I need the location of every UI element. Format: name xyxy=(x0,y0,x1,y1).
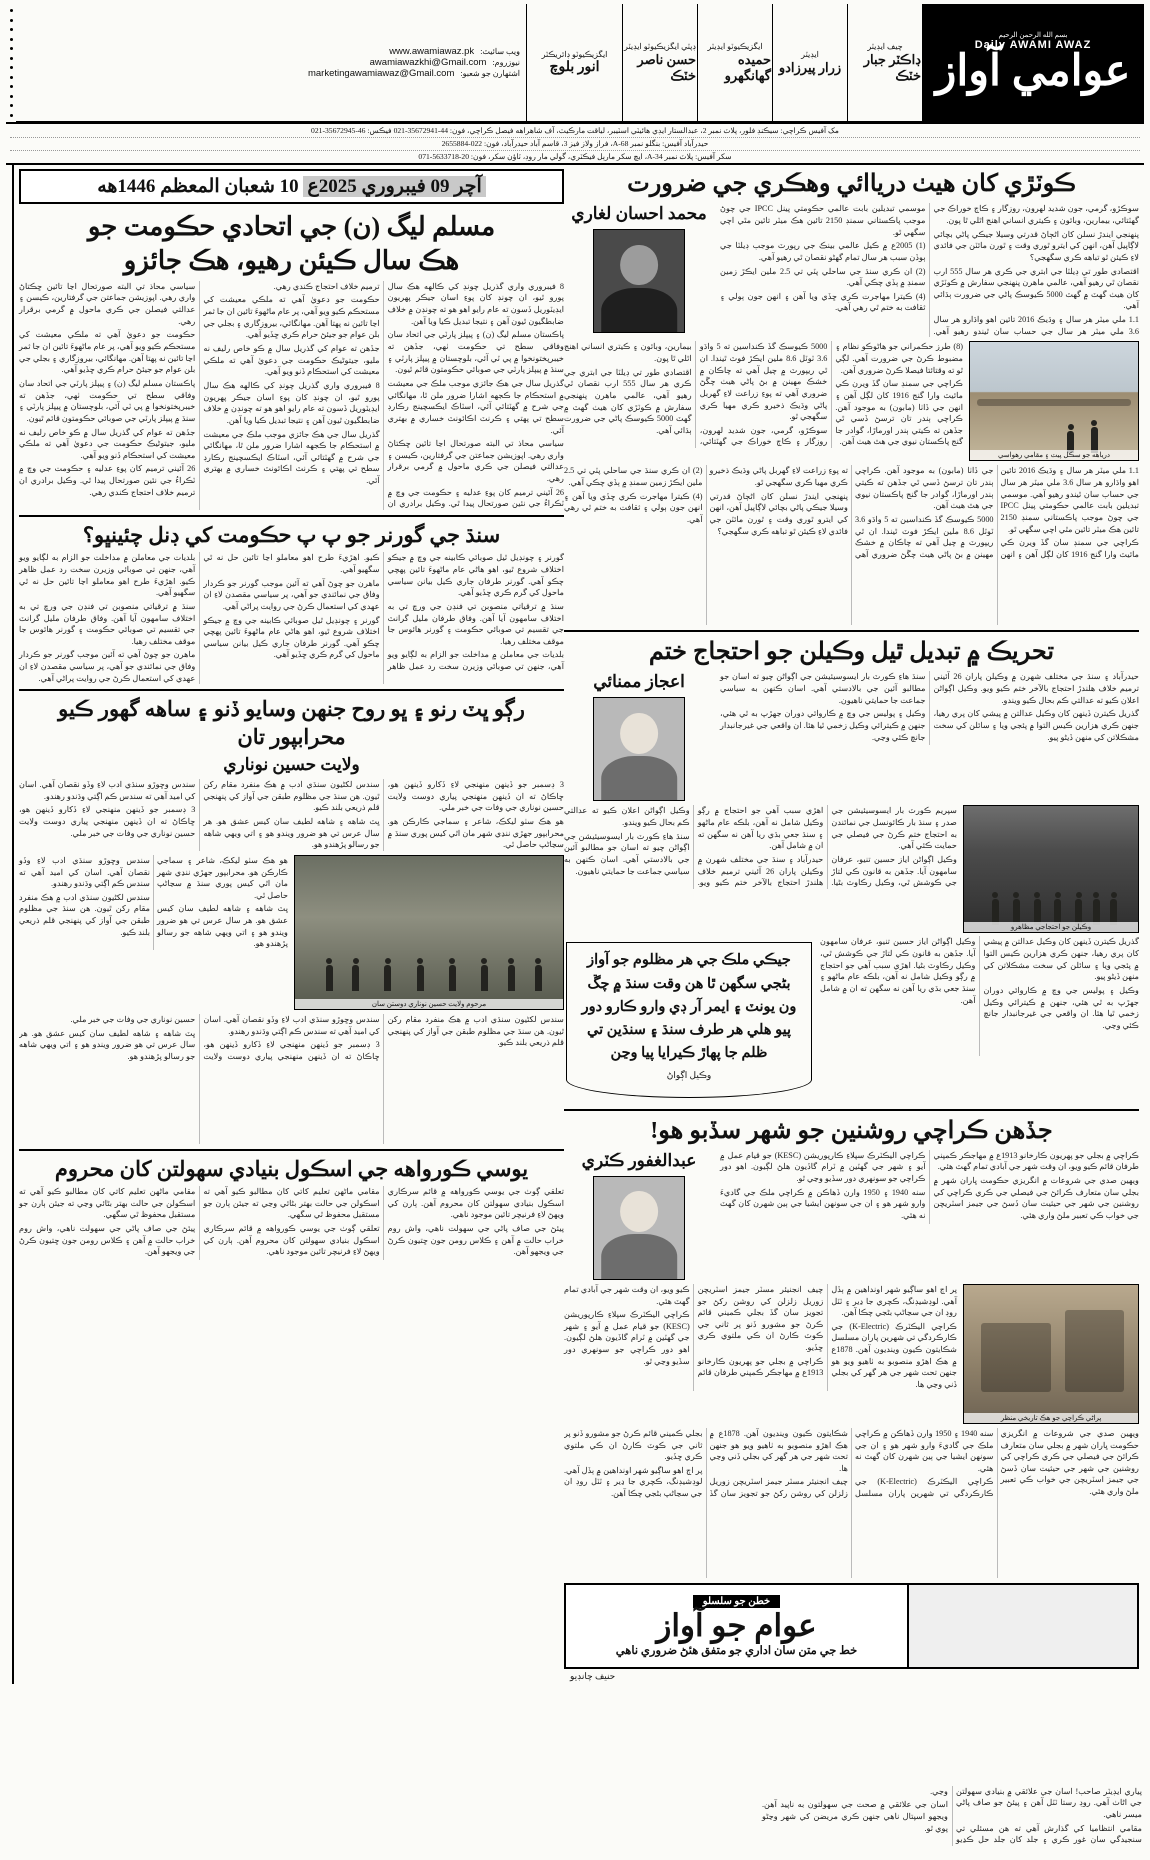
paragraph: سنه 1940 ۽ 1950 وارن ڏهاڪن ۾ ڪراچي ملڪ جي گاديءَ وارو شهر هو ۽ ان جي سونهن ايشيا جي ٻين شهرن کان گهٽ نه هئي. xyxy=(855,1428,994,1473)
article-korwah-schools xyxy=(19,1156,564,1260)
paragraph: ڀٽ شاهه ۽ شاهه لطيف سان کيس عشق هو. هر سال عرس تي هو ضرور ويندو هو ۽ اتي ويهي شاهه جو رسالو پڙهندو هو. xyxy=(157,904,288,949)
office-hyderabad: حيدرآباد آفيس: بنگلو نمبر A-68، فراز ولاز فيز 3، قاسم آباد حيدرآباد، فون: 022-2655884 xyxy=(10,138,1140,151)
staff-role-label: ڊپٽي ايگزيڪيوٽو ايڊيٽر xyxy=(624,41,696,51)
staff-name: زرار پيرزادو xyxy=(778,59,842,75)
page-credit: حنيف چانڊيو xyxy=(570,1670,616,1681)
photo-caption: درياهه جو سڪل پيٽ ۽ مقامي رهواسي xyxy=(970,450,1138,460)
paragraph: هو هڪ سٺو ليکڪ، شاعر ۽ سماجي ڪارڪن هو. محرابپور جهڙي ننڍي شهر مان اٿي کيس پوري سنڌ ۾ سڃاڻپ حاصل ٿي. xyxy=(157,855,288,900)
paragraph: سياسي محاذ تي البته صورتحال اڃا تائين ڇڪتاڻ واري رهي. اپوزيشن جماعتن جي گرفتارين، ڪيسن ۽ عدالتي فيصلن جي ڪري ماحول ۾ گرمي برقرار رهي. xyxy=(387,439,564,484)
staff-table xyxy=(622,4,922,122)
paragraph: ڀٽ شاهه ۽ شاهه لطيف سان کيس عشق هو. هر سال عرس تي هو ضرور ويندو هو ۽ اتي ويهي شاهه جو رسالو پڙهندو هو. xyxy=(203,816,380,850)
paragraph: حيدرآباد ۽ سنڌ جي مختلف شهرن ۾ وڪيلن پاران 26 آئيني ترميم خلاف هلندڙ احتجاج بالآخر ختم ڪيو ويو. وڪيل اڳواڻن اعلان ڪيو ته عدالتي ڪم بحال ڪيو ويندو. xyxy=(933,672,1139,705)
staff-name: انور بلوچ xyxy=(549,59,600,75)
paragraph: پيئڻ جي صاف پاڻي جي سهولت ناهي، واش روم خراب حالت ۾ آهن ۽ ڪلاس رومن جون ڇتيون ڪرڻ جي ويجهو آهن. xyxy=(387,1224,564,1257)
paragraph: سوڪڙو، گرمي، جون شديد لهرون، روزگار ۽ ڪاڄ خوراڪ جي گهٽتائي، بيمارين، وبائون ۽ ڪيتري انساني اهنج اٿلي ٿا پون. xyxy=(564,342,828,447)
lead-story xyxy=(19,210,564,510)
article-headline: ڪوٽڙي کان هيٺ درياائي وهڪري جي ضرورت xyxy=(627,171,1076,198)
paragraph: 3 ڊسمبر جو ڏينهن منهنجي لاءِ ڏکارو ڏينهن هو، ڇاڪاڻ ته ان ڏينهن منهنجي پياري دوست ولايت حسين نوناري جي وفات جي خبر ملي. xyxy=(70,1014,380,1061)
paragraph: هو هڪ سٺو ليکڪ، شاعر ۽ سماجي ڪارڪن هو. محرابپور جهڙي ننڍي شهر مان اٿي کيس پوري سنڌ ۾ سڃاڻپ حاصل ٿي. xyxy=(387,816,564,850)
paragraph: پر اڄ اهو ساڳيو شهر اونداهين ۾ ٻڏل آهي. لوڊشيڊنگ، ڪچري جا ڍير ۽ ٽٽل روڊ ان جي سڃاڻپ بڻجي چڪا آهن. xyxy=(831,1284,957,1318)
article-headline-line2: ولايت حسين نوناري xyxy=(223,754,360,774)
staff-deputy-executive-editor xyxy=(622,4,697,122)
paragraph: سندس وڇوڙو سنڌي ادب لاءِ وڏو نقصان آهي. اسان کي اميد آهي ته سندس ڪم اڳتي وڌندو رهندو. xyxy=(203,1014,380,1036)
paragraph: وڪيل ۽ پوليس جي وچ ۾ ڪاروائي دوران جهڙپ به ٿي هئي، جنهن ۾ ڪيترائي وڪيل زخمي ٿيا هئا. ان واقعي جي غيرجانبدار جانچ ڪئي وڃي. xyxy=(720,709,926,742)
dot-separator xyxy=(6,4,16,122)
office-addresses xyxy=(6,124,1144,165)
contact-block xyxy=(16,4,526,122)
paragraph: پر اڄ اهو ساڳيو شهر اونداهين ۾ ٻڏل آهي. لوڊشيڊنگ، ڪچري جا ڍير ۽ ٽٽل روڊ ان جي سڃاڻپ بڻجي چڪا آهن. xyxy=(564,1465,703,1499)
article-lawyers-protest xyxy=(564,637,1139,1103)
date-hijri: 10 شعبان المعظم 1446هه xyxy=(97,176,299,198)
paragraph: سندس وڇوڙو سنڌي ادب لاءِ وڏو نقصان آهي. اسان کي اميد آهي ته سندس ڪم اڳتي وڌندو رهندو. xyxy=(19,780,196,801)
paragraph: سندس وڇوڙو سنڌي ادب لاءِ وڏو نقصان آهي. اسان کي اميد آهي ته سندس ڪم اڳتي وڌندو رهندو. xyxy=(19,855,150,889)
section-divider xyxy=(19,1149,564,1151)
paragraph: سنڌ هاءِ ڪورٽ بار ايسوسيئيشن جي اڳواڻن چيو ته اسان جو مطالبو آئين جي بالادستي آهي. اسان ڪنهن به سياسي جماعت جا حمايتي ناهيون. xyxy=(720,672,926,705)
article-body-continued xyxy=(564,1284,957,1391)
contact-value[interactable]: www.awamiawaz.pk xyxy=(389,46,475,57)
paragraph: سياسي محاذ تي البته صورتحال اڃا تائين ڇڪتاڻ واري رهي. اپوزيشن جماعتن جي گرفتارين، ڪيسن ۽ عدالتي فيصلن جي ڪري ماحول ۾ گرمي برقرار رهي. xyxy=(19,281,196,326)
article-headline: جڏهن ڪراچي روشنين جو شهر سڏبو هو! xyxy=(650,1117,1053,1144)
staff-name: ڊاڪٽر جبار خٽڪ xyxy=(863,51,921,83)
staff-row-top xyxy=(622,4,922,122)
paragraph: مقامي انتظاميا کي گذارش آهي ته هن مسئلي تي سنجيدگي سان غور ڪري ۽ جلد کان جلد حل ڪڍيو وڃي. xyxy=(930,1786,1142,1845)
paragraph: اسان جي علائقي ۾ صحت جي سهولتون به ناپيد آهن. ويجهو اسپتال ناهي جنهن ڪري مريضن کي شهر وڃڻو پوي ٿو. xyxy=(762,1800,948,1833)
staff-role-label: ايگزيڪيوٽو ڊائريڪٽر xyxy=(541,49,608,59)
lead-body xyxy=(19,281,564,510)
paragraph: سندس لکڻيون سنڌي ادب ۾ هڪ منفرد مقام رکن ٿيون. هن سنڌ جي مظلوم طبقن جي آواز کي پنهنجي قلم ذريعي بلند ڪيو. xyxy=(387,1014,564,1048)
masthead-sindhi-title: عوامي آواز xyxy=(935,48,1131,96)
article-headline: تحريڪ ۾ تبديل ٿيل وڪيلن جو احتجاج ختم xyxy=(648,639,1055,666)
paragraph: گورنر ۽ چونڊيل ٿيل صوبائي ڪابينه جي وچ ۾ جيڪو اختلاف شروع ٿيو، اهو هاڻي عام ماڻهوءَ تائين پهچي چڪو آهي. گورنر طرفان جاري ڪيل بيانن سياسي ماحول کي گرم ڪري ڇڏيو آهي. xyxy=(387,553,564,598)
paragraph: ماهرن جو چوڻ آهي ته آئين موجب گورنر جو ڪردار وفاق جي نمائندي جو آهي، پر سياسي مقصدن لاءِ ان عهدي کي استعمال ڪرڻ جي روايت پراڻي آهي. xyxy=(19,650,196,683)
article-body-tail xyxy=(820,936,1139,1056)
article-wilayat-hussain xyxy=(19,696,564,1144)
article-photo-protest xyxy=(963,805,1139,933)
contact-marketing xyxy=(22,68,520,79)
contact-label: اشتهارن جو شعبو: xyxy=(460,69,520,78)
article-sindh-governor xyxy=(19,522,564,684)
office-karachi: مک آفيس ڪراچي: سيڪنڊ فلور، پلاٽ نمبر 2، عبدالستار ايڊي هائيٽي اسٽيبر، لياقت مارڪيٽ، آف شاهراهه فيصل ڪراچي، فون: 44-35672941-021 فيڪس: 46-35672945-021 xyxy=(10,125,1140,138)
date-bar xyxy=(19,169,564,204)
paragraph: پنهنجي ايندڙ نسلن کان اڻڄاڻ قدرتي وسيلا جيڪي پاڻي بچائي لاڳاپيل آهن، انهن کي ايترو ٿوري وقت ۽ ٿورن مائٽن جي فائدي لاءِ ڪيئن ٿو تباهه ڪري سگهجي؟ xyxy=(709,491,848,536)
paragraph: سنڌ ۾ ترقياتي منصوبن تي فنڊن جي ورڇ تي به اختلاف سامهون آيا آهن. وفاق طرفان مليل گرانٽ جي تقسيم تي صوبائي حڪومت ۽ گورنر هائوس جا موقف مختلف رهيا. xyxy=(19,601,196,646)
editorial-letters-banner xyxy=(564,1583,1139,1669)
paragraph: 8 فيبروري واري گذريل چونڊ کي ڪالهه هڪ سال پورو ٿيو، ان چونڊ کان پوءِ اسان جيڪر پهريون ايڊيٽوريل ڏسون ته عام رايو اهو هو ته چونڊن ۾ خلاف ضابطگيون ٿيون آهن ۽ نتيجا تبديل ڪيا ويا آهن. xyxy=(203,380,380,425)
paragraph: حڪومت جو دعويٰ آهي ته ملڪي معيشت کي مستحڪم ڪيو ويو آهي، پر عام ماڻهوءَ تائين ان جا ثمر اڃا تائين نه پهتا آهن. مهانگائي، بيروزگاري ۽ بجلي جي بلن عوام جو جيئڻ حرام ڪري ڇڏيو آهي. xyxy=(19,330,196,375)
paragraph: جڏهن ته عوام کي گذريل سال ۾ ڪو خاص رليف نه مليو، جيتوڻيڪ حڪومت جي دعويٰ آهي ته ملڪي معيشت کي استحڪام ڏنو ويو آهي. xyxy=(203,344,380,377)
contact-value[interactable]: awamiawazkhi@Gmail.com xyxy=(369,57,487,68)
contact-website xyxy=(22,46,520,57)
article-body-tail xyxy=(19,1014,564,1144)
bismillah-text: بسم الله الرحمن الرحيم xyxy=(998,31,1068,40)
paragraph: اقتصادي طور تي ڊيلٽا جي ابتري جي ڪري هر سال 555 ارب نقصان ٿي رهيو آهي، عالمي ماهرن پنهنجي سفارش ۾ ڪوٽڙي کان هيٺ گهٽ ۾ گهٽ 5000 ڪيوسڪ پاڻي جي ضرورت ٻڌائي آهي. xyxy=(564,367,692,435)
paragraph: ويهين صدي جي شروعات ۾ انگريزي حڪومت ڀاران شهر ۾ بجلي سان متعارف ڪرائڻ جي فيصلي جي ڪري ڪراچي کي روشنين جي شهر جي حيثيت سان ڏسڻ جي جيمز اسٽريچن جي خواب ڪي تعبير ملڻ واري هئي. xyxy=(1000,1428,1139,1497)
paragraph: حڪومت جو دعويٰ آهي ته ملڪي معيشت کي مستحڪم ڪيو ويو آهي، پر عام ماڻهوءَ تائين ان جا ثمر اڃا تائين نه پهتا آهن. مهانگائي، بيروزگاري ۽ بجلي جي بلن عوام جو جيئڻ حرام ڪري ڇڏيو آهي. xyxy=(203,295,380,340)
paragraph: 26 آئيني ترميم کان پوءِ عدليه ۽ حڪومت جي وچ ۾ ٽڪراءُ جي نئين صورتحال پيدا ٿي. وڪيل برادري ان ترميم خلاف احتجاج ڪندي رهي. xyxy=(273,281,564,509)
contact-label: نيوزروم: xyxy=(492,58,520,67)
article-karachi-lights xyxy=(564,1116,1139,1578)
lead-headline-line1: مسلم ليگ (ن) جي اتحادي حڪومت جو xyxy=(87,212,496,242)
staff-executive-editor xyxy=(697,4,772,122)
paragraph: (2) ان ڪري سنڌ جي ساحلي پٽي تي 2.5 ملين ايڪڙ زمين سمنڊ ۾ ٻڏي چڪي آهي. xyxy=(564,466,703,487)
paragraph: پياري ايڊيٽر صاحب! اسان جي علائقي ۾ بنيادي سهولتن جي اڻاٺ آهي. روڊ رستا ٽٽل آهن ۽ پيئڻ جو صاف پاڻي ميسر ناهي. xyxy=(956,1786,1142,1820)
paragraph: پاڪستان مسلم ليگ (ن) ۽ پيپلز پارٽي جي اتحاد سان وفاقي سطح تي حڪومت ٺهي، جڏهن ته خيبرپختونخوا ۾ پي ٽي آئي، بلوچستان ۾ پيپلز پارٽي ۽ سنڌ ۾ پيپلز پارٽي جي صوبائي حڪومتون قائم ٿيون. xyxy=(387,330,564,375)
section-divider xyxy=(19,515,564,517)
paragraph: وڪيل اڳواڻن اياز حسين تنيو، عرفان سامهون آيا. جڏهن به قانون ڪي لتاڙ جي ڪوشش ٿي، وڪيل رڪاوٽ بڻيا. اهڙي سبب آهي جو احتجاج ۾ رڳو وڪيل شامل نه آهن، بلڪه عام ماڻهو ۽ سنڌ جعي بڌي ريا آهن نه سگهن ته ان ۾ شامل آهن. xyxy=(697,806,957,888)
photo-caption: وڪيلن جو احتجاجي مظاهرو xyxy=(964,922,1138,932)
editorial-subtitle: خط جي متن سان اداري جو متفق هئڻ ضروري ناهي xyxy=(615,1644,858,1657)
left-column xyxy=(564,165,1144,1684)
paragraph: (1) 2005ع ۾ ڪيل عالمي بينڪ جي رپورٽ موجب ڊيلٽا جي ٻوڏن سبب هر سال تمام گهڻو نقصان ٿي رهيو آهي. xyxy=(720,241,926,262)
editorial-letters-text xyxy=(762,1786,1142,1846)
contact-value[interactable]: marketingawamiawaz@Gmail.com xyxy=(307,68,455,79)
paragraph: وڪيل اڳواڻن اياز حسين تنيو، عرفان سامهون آيا. جڏهن به قانون ڪي لتاڙ جي ڪوشش ٿي، وڪيل رڪاوٽ بڻيا. اهڙي سبب آهي جو احتجاج ۾ رڳو وڪيل شامل نه آهن، بلڪه عام ماڻهو ۽ سنڌ جعي بڌي ريا آهن نه سگهن ته ان ۾ شامل آهن. xyxy=(820,937,976,1005)
masthead-latin-title: Daily AWAMI AWAZ xyxy=(974,39,1092,52)
right-column xyxy=(12,165,564,1684)
paragraph: اقتصادي طور تي ڊيلٽا جي ابتري جي ڪري هر سال 555 ارب نقصان ٿي رهيو آهي، عالمي ماهرن پنهنجي سفارش ۾ ڪوٽڙي کان هيٺ گهٽ ۾ گهٽ 5000 ڪيوسڪ پاڻي جي ضرورت ٻڌائي آهي. xyxy=(933,266,1140,311)
contact-newsroom xyxy=(22,57,520,68)
article-body xyxy=(19,552,564,684)
article-photo-gathering xyxy=(294,855,564,1010)
paragraph: چيف انجنيئر مسٽر جيمز اسٽريچن زوريل زلزلن کي روشن رکڻ جو تجويز سان گڏ بجلي ڪميني قائم ڪرڻ جو مشورو ڏنو پر ثاني جي ڪوٽ ڪارڻ ان ڪي ملتوي ڪري ڇڏيو. xyxy=(697,1284,824,1353)
paragraph: مقامي ماڻهن تعليم کاتي کان مطالبو ڪيو آهي ته اسڪولن جي حالت بهتر بڻائي وڃي ته جيئن ٻارن جو مستقبل محفوظ ٿي سگهي. xyxy=(19,1187,196,1220)
paragraph: ڪراچي اليڪٽرڪ سپلاءِ ڪارپوريشن (KESC) جو قيام عمل ۾ آيو ۽ شهر جي گهٽين ۾ ٽرام گاڏيون هلڻ لڳيون. اهو دور ڪراچي جو سونهري دور سڏيو وڃي ٿو. xyxy=(720,1150,926,1184)
pull-quote-source: وڪيل اڳواڻ xyxy=(666,1070,712,1081)
article-author: محمد احسان لغاري xyxy=(571,204,707,224)
article-author: عبدالغفور ڪٽري xyxy=(581,1150,697,1170)
paragraph: ڪراچي ۾ بجلي جو پهريون ڪارخانو 1913ع ۾ مهاجڪر ڪمپني طرفان قائم ڪيو ويو، ان وقت شهر جي آبادي تمام گهٽ هئي. xyxy=(564,1284,824,1378)
article-kotri-water xyxy=(564,169,1139,625)
article-author: اعجاز ممنائي xyxy=(593,672,685,692)
paragraph: سوڪڙو، گرمي، جون شديد لهرون، روزگار ۽ ڪاڄ خوراڪ جي گهٽتائي، بيمارين، وبائون ۽ ڪيتري انساني اهنج اٿلي ٿا پون. xyxy=(933,204,1139,225)
masthead-strip xyxy=(6,4,1144,124)
author-portrait xyxy=(593,229,685,333)
paragraph: پيئڻ جي صاف پاڻي جي سهولت ناهي، واش روم خراب حالت ۾ آهن ۽ ڪلاس رومن جون ڇتيون ڪرڻ جي ويجهو آهن. xyxy=(19,1224,196,1257)
paragraph: سندس لکڻيون سنڌي ادب ۾ هڪ منفرد مقام رکن ٿيون. هن سنڌ جي مظلوم طبقن جي آواز کي پنهنجي قلم ذريعي بلند ڪيو. xyxy=(19,892,150,937)
pull-quote-text: جيڪي ملڪ جي هر مظلوم جو آواز بڻجي سگهن ٿا هن وقت سنڌ ۾ چڱ ون يونٽ ۽ ايمر آر ڊي وارو ڪارو دور پيو هلي هر طرف سنڌ ۽ سنڌين تي ظلم جا پهاڙ ڪيرايا پيا وڃن xyxy=(581,952,797,1062)
article-headline: يوسي ڪورواهه جي اسڪول بنيادي سهولتن کان محروم xyxy=(54,1156,529,1181)
date-gregorian: آچر 09 فيبروري 2025ع xyxy=(303,176,485,197)
paragraph: مقامي ماڻهن تعليم کاتي کان مطالبو ڪيو آهي ته اسڪولن جي حالت بهتر بڻائي وڃي ته جيئن ٻارن جو مستقبل محفوظ ٿي سگهي. xyxy=(203,1187,380,1220)
paragraph: سندس لکڻيون سنڌي ادب ۾ هڪ منفرد مقام رکن ٿيون. هن سنڌ جي مظلوم طبقن جي آواز کي پنهنجي قلم ذريعي بلند ڪيو. xyxy=(203,780,380,813)
staff-chief-editor xyxy=(847,4,922,122)
article-body xyxy=(19,779,564,851)
author-portrait xyxy=(593,1176,685,1280)
paragraph: 5000 ڪيوسڪ گڏ ڪنداسين ته 5 واڌو 3.6 ٽوٽل 8.6 ملين ايڪڙ فوٽ ٿيندا. ان ٿي ريپورٽ ۾ چيل آهي ته چاڪان ۾ خشڪ مهينن ۾ بڻ پاڻي هيٺ چڱڻ ضروري آهي ته پوءِ زراعت لاءِ گهربل پاڻي وڌيڪ ذخيرو ڪري مهيا ڪري سگهجي ٿو. xyxy=(699,342,828,422)
paragraph: گذريل ڪيترن ڏينهن کان وڪيل عدالتن ۾ پيشي کان پري رهيا، جنهن ڪري هزارين ڪيس التوا ۾ پئجي ويا ۽ سائلن کي سخت مشڪلاتن کي منهن ڏيڻو پيو. xyxy=(933,709,1139,742)
article-headline-line1: رڳو ڀٽ رنو ۽ ڀو روح جنهن وسايو ڏنو ۽ ساهه گهور ڪيو محرابپور تان xyxy=(58,697,525,749)
page-body xyxy=(6,165,1144,1684)
staff-role-label: چيف ايڊيٽر xyxy=(867,41,903,51)
article-body-continued xyxy=(564,341,963,448)
staff-role-label: ايگزيڪيوٽو ايڊيٽر xyxy=(707,41,763,51)
article-body xyxy=(720,671,1139,745)
office-sukkur: سکر آفيس: پلاٽ نمبر A-34، ايڇ سکر مارٻل فيڪٽري، گولي مار روڊ، ٽاؤن سکر، فون: 20-5633718-071 xyxy=(418,151,732,161)
paragraph: ڀٽ شاهه ۽ شاهه لطيف سان کيس عشق هو. هر سال عرس تي هو ضرور ويندو هو ۽ اتي ويهي شاهه جو رسالو پڙهندو هو. xyxy=(19,1028,196,1061)
paragraph: (4) ڪيترا مهاجرت ڪري ڇڏي ويا آهن ۽ انهن جون ٻولي ۽ ثقافت به ختم ٿي رهي آهي. xyxy=(720,291,926,313)
paragraph: 8 فيبروري واري گذريل چونڊ کي ڪالهه هڪ سال پورو ٿيو، ان چونڊ کان پوءِ اسان جيڪر پهريون ايڊيٽوريل ڏسون ته عام رايو اهو هو ته چونڊن ۾ خلاف ضابطگيون ٿيون آهن ۽ نتيجا تبديل ڪيا ويا آهن. xyxy=(387,281,564,326)
section-divider xyxy=(19,689,564,691)
editorial-banner-image xyxy=(907,1585,1137,1667)
article-body xyxy=(720,1150,1139,1224)
staff-editor xyxy=(772,4,847,122)
paragraph: (4) ڪيترا مهاجرت ڪري ڇڏي ويا آهن ۽ انهن جون ٻولي ۽ ثقافت به ختم ٿي رهي آهي. xyxy=(564,491,703,524)
paragraph: 3 ڊسمبر جو ڏينهن منهنجي لاءِ ڏکارو ڏينهن هو، ڇاڪاڻ ته ان ڏينهن منهنجي پياري دوست ولايت حسين نوناري جي وفات جي خبر ملي. xyxy=(387,780,564,813)
photo-caption: پراڻي ڪراچي جو هڪ تاريخي منظر xyxy=(964,1413,1138,1423)
paragraph: 3 ڊسمبر جو ڏينهن منهنجي لاءِ ڏکارو ڏينهن هو، ڇاڪاڻ ته ان ڏينهن منهنجي پياري دوست ولايت حسين نوناري جي وفات جي خبر ملي. xyxy=(19,805,196,838)
masthead-logo xyxy=(922,4,1144,122)
paragraph: ڪراچي جي سمنڊ سان گڏ ويرن ڪي مائيٽ وارا گنج 1916 کان لڳل آهن ۽ انهن جي ڏاٺا (مابون) به موجود آهن. ڪراچي ٻندر تان ترسڻ ڏسي ٿي جڏهن ته ڪيتي ٻندر اورماڙا، گوادر جا گنج پاڪستان نيوي جي هٿ هيٺ آهن. xyxy=(835,379,964,447)
paragraph: ڪراچي اليڪٽرڪ (K-Electric) جي ڪارڪردگي تي شهرين پاران مسلسل شڪايتون ڪيون وينديون آهن. 1878ع ۾ هڪ اهڙو منصوبو به ٺاهيو ويو هو جنهن تحت شهر جي هر گهر کي بجلي ڏني وڃي ها. xyxy=(709,1428,994,1499)
staff-name: حسن ناصر خٽڪ xyxy=(637,51,696,83)
paragraph: تعلقي ڳوٺ جي يوسي ڪورواهه ۾ قائم سرڪاري اسڪول بنيادي سهولتن کان محروم آهن. ٻارن کي ويهڻ لاءِ فرنيچر تائين موجود ناهي. xyxy=(387,1187,564,1220)
article-body-tail xyxy=(564,1428,1139,1578)
lead-headline-line2: هڪ سال ڪيئن رهيو، هڪ جائزو xyxy=(123,245,460,275)
paragraph: گذريل سال جي هڪ جائزي موجب ملڪ جي معيشت ۾ استحڪام جا ڪجهه اشارا ضرور ملن ٿا، مهانگائي جي شرح ۾ گهٽتائي آئي، اسٽاڪ ايڪسچينج رڪارڊ سطح تي پهتي ۽ ڪرنٽ اڪائونٽ خساري ۾ بهتري آئي. xyxy=(203,429,380,486)
paragraph: 1.1 ملي ميٽر هر سال ۽ وڌيڪ 2016 تائين اهو واڌارو هر سال 3.6 ملي ميٽر هر سال جي حساب سان ٿيندو رهيو آهي. موسمي تبديلين بابت عالمي حڪومتي پينل IPCC جي چوڻ موجب پاڪستاني سمنڊ 2150 تائين هڪ ميٽر تائين مٿي اچي سگهي ٿو. xyxy=(720,204,1139,336)
paragraph: پنهنجي ايندڙ نسلن کان اڻڄاڻ قدرتي وسيلا جيڪي پاڻي بچائي لاڳاپيل آهن، انهن کي ايترو ٿوري وقت ۽ ٿورن مائٽن جي فائدي لاءِ ڪيئن ٿو تباهه ڪري سگهجي؟ xyxy=(933,229,1139,262)
editorial-logo-text: عوام جو آواز xyxy=(656,1607,817,1643)
author-portrait xyxy=(593,697,685,801)
paragraph: سنڌ ۾ ترقياتي منصوبن تي فنڊن جي ورڇ تي به اختلاف سامهون آيا آهن. وفاق طرفان مليل گرانٽ جي تقسيم تي صوبائي حڪومت ۽ گورنر هائوس جا موقف مختلف رهيا. xyxy=(387,601,564,646)
paragraph: سپريم ڪورٽ بار ايسوسيئيشن جي صدر ۽ سنڌ بار ڪائونسل جي نمائندن به احتجاج ختم ڪرڻ جي فيصلي جي حمايت ڪئي آهي. xyxy=(831,806,957,851)
paragraph: پاڪستان مسلم ليگ (ن) ۽ پيپلز پارٽي جي اتحاد سان وفاقي سطح تي حڪومت ٺهي، جڏهن ته خيبرپختونخوا ۾ پي ٽي آئي، بلوچستان ۾ پيپلز پارٽي ۽ سنڌ ۾ پيپلز پارٽي جي صوبائي حڪومتون قائم ٿيون. xyxy=(19,378,196,423)
staff-executive-director xyxy=(526,4,622,122)
article-headline: سنڌ جي گورنر جو پ پ حڪومت کي ڊنل چئينڀو؟ xyxy=(82,523,501,547)
editorial-kicker: خطن جو سلسلو xyxy=(693,1595,780,1608)
paragraph: 26 آئيني ترميم کان پوءِ عدليه ۽ حڪومت جي وچ ۾ ٽڪراءُ جي نئين صورتحال پيدا ٿي. وڪيل برادري ان ترميم خلاف احتجاج ڪندي رهي. xyxy=(19,464,196,497)
article-body-tail xyxy=(564,465,1139,625)
pull-quote xyxy=(566,942,812,1097)
paragraph: تعلقي ڳوٺ جي يوسي ڪورواهه ۾ قائم سرڪاري اسڪول بنيادي سهولتن کان محروم آهن. ٻارن کي ويهڻ لاءِ فرنيچر تائين موجود ناهي. xyxy=(203,1224,380,1257)
article-photo-dam xyxy=(969,341,1139,461)
paragraph: ڪراچي اليڪٽرڪ (K-Electric) جي ڪارڪردگي تي شهرين پاران مسلسل شڪايتون ڪيون وينديون آهن. 1878ع ۾ هڪ اهڙو منصوبو به ٺاهيو ويو هو جنهن تحت شهر جي هر گهر کي بجلي ڏني وڃي ها. xyxy=(831,1321,957,1389)
photo-caption: مرحوم ولايت حسين نوناري دوستن سان xyxy=(295,999,563,1009)
paragraph: ماهرن جو چوڻ آهي ته آئين موجب گورنر جو ڪردار وفاق جي نمائندي جو آهي، پر سياسي مقصدن لاءِ ان عهدي کي استعمال ڪرڻ جي روايت پراڻي آهي. xyxy=(203,578,380,611)
article-body-continued xyxy=(19,855,288,950)
article-body-continued xyxy=(564,805,957,888)
paragraph: سنڌ هاءِ ڪورٽ بار ايسوسيئيشن جي اڳواڻن چيو ته اسان جو مطالبو آئين جي بالادستي آهي. اسان ڪنهن به سياسي جماعت جا حمايتي ناهيون. xyxy=(564,831,690,876)
paragraph: گورنر ۽ چونڊيل ٿيل صوبائي ڪابينه جي وچ ۾ جيڪو اختلاف شروع ٿيو، اهو هاڻي عام ماڻهوءَ تائين پهچي چڪو آهي. گورنر طرفان جاري ڪيل بيانن سياسي ماحول کي گرم ڪري ڇڏيو آهي. xyxy=(203,615,380,660)
section-divider xyxy=(564,1109,1139,1111)
paragraph: (8) طرز حڪمراني جو هاڻوڪو نظام ۽ مضبوط ڪرڻ جي ضرورت آهي. لڳي ٿو ته وقتائتا فيصلا ڪرڻ ضروري آهن. xyxy=(835,342,963,375)
paragraph: (2) ان ڪري سنڌ جي ساحلي پٽي تي 2.5 ملين ايڪڙ زمين سمنڊ ۾ ٻڏي چڪي آهي. xyxy=(720,266,926,288)
editorial-banner-center xyxy=(566,1585,907,1667)
paragraph: گذريل ڪيترن ڏينهن کان وڪيل عدالتن ۾ پيشي کان پري رهيا، جنهن ڪري هزارين ڪيس التوا ۾ پئجي ويا ۽ سائلن کي سخت مشڪلاتن کي منهن ڏيڻو پيو. xyxy=(983,937,1139,982)
paragraph: بلديات جي معاملن ۾ مداخلت جو الزام به لڳايو ويو آهي، جنهن تي صوبائي وزيرن سخت رد عمل ظاهر ڪيو. اهڙيءَ طرح اهو معاملو اڃا تائين حل نه ٿي سگهيو آهي. xyxy=(203,553,564,672)
paragraph: ويهين صدي جي شروعات ۾ انگريزي حڪومت ڀاران شهر ۾ بجلي سان متعارف ڪرائڻ جي فيصلي جي ڪري ڪراچي کي روشنين جي شهر جي حيثيت سان ڏسڻ جي جيمز اسٽريچن جي خواب ڪي تعبير ملڻ واري هئي. xyxy=(933,1176,1139,1220)
paragraph: حيدرآباد ۽ سنڌ جي مختلف شهرن ۾ وڪيلن پاران 26 آئيني ترميم خلاف هلندڙ احتجاج بالآخر ختم ڪيو ويو. وڪيل اڳواڻن اعلان ڪيو ته عدالتي ڪم بحال ڪيو ويندو. xyxy=(564,806,824,888)
paragraph: ڪراچي اليڪٽرڪ سپلاءِ ڪارپوريشن (KESC) جو قيام عمل ۾ آيو ۽ شهر جي گهٽين ۾ ٽرام گاڏيون هلڻ لڳيون. اهو دور ڪراچي جو سونهري دور سڏيو وڃي ٿو. xyxy=(564,1310,690,1366)
paragraph: ڪراچي جي سمنڊ سان گڏ ويرن ڪي مائيٽ وارا گنج 1916 کان لڳل آهن ۽ انهن جي ڏاٺا (مابون) به موجود آهن. ڪراچي ٻندر تان ترسڻ ڏسي ٿي جڏهن ته ڪيتي ٻندر اورماڙا، گوادر جا گنج پاڪستان نيوي جي هٿ هيٺ آهن. xyxy=(855,466,1139,559)
paragraph: وڪيل ۽ پوليس جي وچ ۾ ڪاروائي دوران جهڙپ به ٿي هئي، جنهن ۾ ڪيترائي وڪيل زخمي ٿيا هئا. ان واقعي جي غيرجانبدار جانچ ڪئي وڃي. xyxy=(983,986,1139,1030)
staff-role-label: ايڊيٽر xyxy=(801,49,819,59)
paragraph: گذريل سال جي هڪ جائزي موجب ملڪ جي معيشت ۾ استحڪام جا ڪجهه اشارا ضرور ملن ٿا، مهانگائي جي شرح ۾ گهٽتائي آئي، اسٽاڪ ايڪسچينج رڪارڊ سطح تي پهتي ۽ ڪرنٽ اڪائونٽ خساري ۾ بهتري آئي. xyxy=(387,378,564,435)
paragraph: سنه 1940 ۽ 1950 وارن ڏهاڪن ۾ ڪراچي ملڪ جي گاديءَ وارو شهر هو ۽ ان جي سونهن ايشيا جي ٻين شهرن کان گهٽ نه هئي. xyxy=(720,1187,926,1220)
section-divider xyxy=(564,630,1139,632)
paragraph: چيف انجنيئر مسٽر جيمز اسٽريچن زوريل زلزلن کي روشن رکڻ جو تجويز سان گڏ بجلي ڪميني قائم ڪرڻ جو مشورو ڏنو پر ثاني جي ڪوٽ ڪارڻ ان ڪي ملتوي ڪري ڇڏيو. xyxy=(564,1428,848,1499)
paragraph: 1.1 ملي ميٽر هر سال ۽ وڌيڪ 2016 تائين اهو واڌارو هر سال 3.6 ملي ميٽر هر سال جي حساب سان ٿيندو رهيو آهي. موسمي تبديلين بابت عالمي حڪومتي پينل IPCC جي چوڻ موجب پاڪستاني سمنڊ 2150 تائين هڪ ميٽر تائين مٿي اچي سگهي ٿو. xyxy=(1000,466,1139,534)
contact-label: ويب سائيٽ: xyxy=(480,47,520,56)
article-body xyxy=(19,1186,564,1260)
staff-name: حميده گهانگهرو xyxy=(724,51,771,83)
paragraph: 5000 ڪيوسڪ گڏ ڪنداسين ته 5 واڌو 3.6 ٽوٽل 8.6 ملين ايڪڙ فوٽ ٿيندا. ان ٿي ريپورٽ ۾ چيل آهي ته چاڪان ۾ خشڪ مهينن ۾ بڻ پاڻي هيٺ چڱڻ ضروري آهي ته پوءِ زراعت لاءِ گهربل پاڻي وڌيڪ ذخيرو ڪري مهيا ڪري سگهجي ٿو. xyxy=(709,466,994,559)
article-body xyxy=(720,203,1139,337)
article-photo-old-karachi xyxy=(963,1284,1139,1424)
paragraph: جڏهن ته عوام کي گذريل سال ۾ ڪو خاص رليف نه مليو، جيتوڻيڪ حڪومت جي دعويٰ آهي ته ملڪي معيشت کي استحڪام ڏنو ويو آهي. xyxy=(19,427,196,460)
paragraph: ڪراچي ۾ بجلي جو پهريون ڪارخانو 1913ع ۾ مهاجڪر ڪمپني طرفان قائم ڪيو ويو، ان وقت شهر جي آبادي تمام گهٽ هئي. xyxy=(933,1150,1140,1172)
paragraph: بلديات جي معاملن ۾ مداخلت جو الزام به لڳايو ويو آهي، جنهن تي صوبائي وزيرن سخت رد عمل ظاهر ڪيو. اهڙيءَ طرح اهو معاملو اڃا تائين حل نه ٿي سگهيو آهي. xyxy=(19,553,196,598)
